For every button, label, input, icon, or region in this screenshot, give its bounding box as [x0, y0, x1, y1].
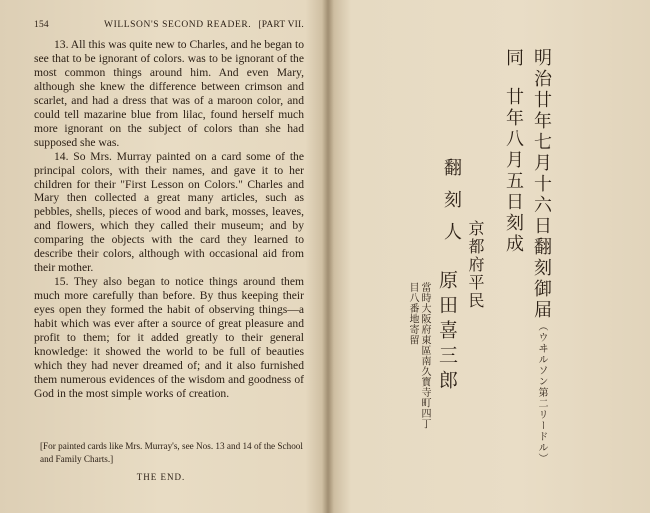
date-prefix: 同: [503, 48, 524, 69]
end-mark: THE END.: [136, 472, 186, 482]
publisher-address: 京都府平民: [466, 220, 485, 310]
book-gutter: [322, 0, 334, 513]
colophon-date-application: [528, 48, 554, 464]
series-note: （ウヰルソン第二リードル）: [536, 321, 547, 464]
publisher-name: 原田喜三郎: [436, 270, 458, 395]
paragraph-15: 15. They also began to notice things around them much more carefully than before. By thus keeping their eyes open they formed the habit of observing things—a habit which was ever after a source of great pleasure and profit to them; for it added greatly to their general knowledge: it showed the world to be full of beauties which they had never dreamed of; and it also furnished them numerous evidences of the wisdom and goodness of God in the most simple works of creation.: [34, 275, 304, 400]
publisher-label: 翻刻人: [441, 158, 462, 254]
footnote: [For painted cards like Mrs. Murray's, see Nos. 13 and 14 of the School and Family Charts.]: [40, 441, 303, 464]
running-title: WILLSON'S SECOND READER.: [104, 20, 252, 30]
body-text: [34, 38, 304, 401]
part-label: [PART VII.: [258, 20, 304, 30]
page-number: 154: [34, 20, 49, 30]
paragraph-14: 14. So Mrs. Murray painted on a card some of the principal colors, with their names, and gave it to her children for their "First Lesson on Colors." Charles and Mary then collected a great many articles, such as pebbles, shells, pieces of wood and bark, mosses, leaves, and flowers, which they called their museum; and by comparing the objects with the card they learned to describe their colors, although with occasional aid from their mother.: [34, 149, 304, 275]
paragraph-13: 13. All this was quite new to Charles, and he began to see that to be ignorant of colors. was to be ignorant of the most common things around him. And even Mary, although she knew the difference between crimson and scarlet, and had a dress that was of a maroon color, and could tell mazarine blue from lilac, found herself much more ignorant on the subject of colors than she had supposed she was.: [34, 38, 304, 149]
completion-date: 廿年八月五日刻成: [503, 87, 524, 255]
right-page: [334, 0, 650, 513]
application-text: 翻刻御届: [531, 237, 552, 321]
date-text: 明治廿年七月十六日: [531, 48, 552, 237]
colophon-date-completed: [500, 48, 526, 255]
left-page: [0, 0, 322, 513]
residence-note: 當時大阪府東區南久寳寺町四丁目八番地寄留: [407, 282, 430, 429]
